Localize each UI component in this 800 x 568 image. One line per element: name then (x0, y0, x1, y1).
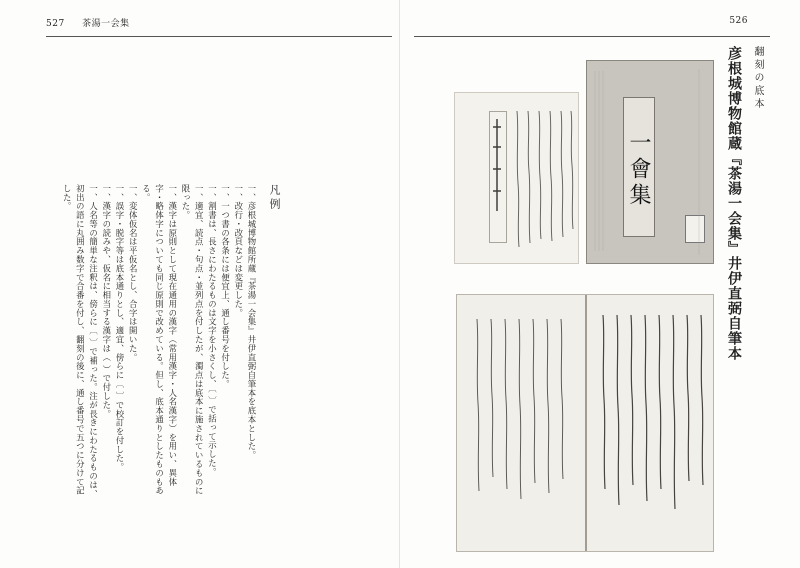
caption-main: 彦根城博物館蔵『茶湯一会集』井伊直弼自筆本 (726, 46, 742, 361)
editorial-note-7: 一、変体仮名は平仮名とし、合字は開いた。 (128, 184, 139, 362)
editorial-note-9: 一、漢字の読みや、仮名に相当する漢字は（ ）で付した。 (101, 184, 112, 419)
left-page-number: 527 (46, 19, 65, 29)
manuscript-handwriting-graphic (455, 93, 578, 263)
right-page-header (729, 16, 748, 26)
editorial-note-3: 一、一つ書の各条には便宜上、通し番号を付した。 (220, 184, 231, 389)
editorial-note-6: 一、漢字は原則として現在通用の漢字（常用漢字・人名漢字）を用い、異体字・略体字についても同じ原則で改めている。但し、底本通りとしたものもある。 (141, 184, 178, 496)
right-page-number: 526 (729, 16, 748, 26)
cover-stamp (685, 215, 705, 243)
editorial-note-8: 一、誤字・脱字等は底本通りとし、適宜、傍らに〔 〕で校訂を付した。 (114, 184, 125, 472)
book-gutter (399, 0, 400, 568)
editorial-notes-heading: 凡例 (268, 184, 281, 212)
manuscript-first-page-photo (454, 92, 579, 264)
editorial-note-4: 一、割書は、長さにわたるものは文字を小さくし、〔 〕で括って示した。 (207, 184, 218, 477)
editorial-note-2: 一、改行・改頁などは変更した。 (233, 184, 244, 318)
manuscript-opened-pages-photo (456, 294, 714, 552)
editorial-note-1: 一、彦根城博物館所蔵『茶湯一会集』井伊直弼自筆本を底本とした。 (247, 184, 257, 460)
left-running-title: 茶湯一会集 (82, 19, 130, 29)
opened-pages-handwriting (457, 295, 713, 551)
left-page-header (46, 16, 130, 29)
manuscript-cover-photo (586, 60, 714, 264)
editorial-note-10: 一、人名等の簡単な注釈は、傍らに〔 〕で補った。注が長きにわたるものは、初出の語に丸囲み数字で合番を付し、翻刻の後に、通し番号で五つに分けて記した。 (62, 184, 99, 499)
right-header-rule (414, 36, 770, 37)
editorial-note-5: 一、適宜、読点・句点・並列点を付したが、濁点は底本に施されているものに限った。 (180, 184, 205, 496)
cover-title-label: 一會集 (623, 97, 655, 237)
editorial-notes-list (62, 184, 258, 504)
left-header-rule (46, 36, 392, 37)
caption-title: 翻刻の底本 (752, 46, 763, 111)
